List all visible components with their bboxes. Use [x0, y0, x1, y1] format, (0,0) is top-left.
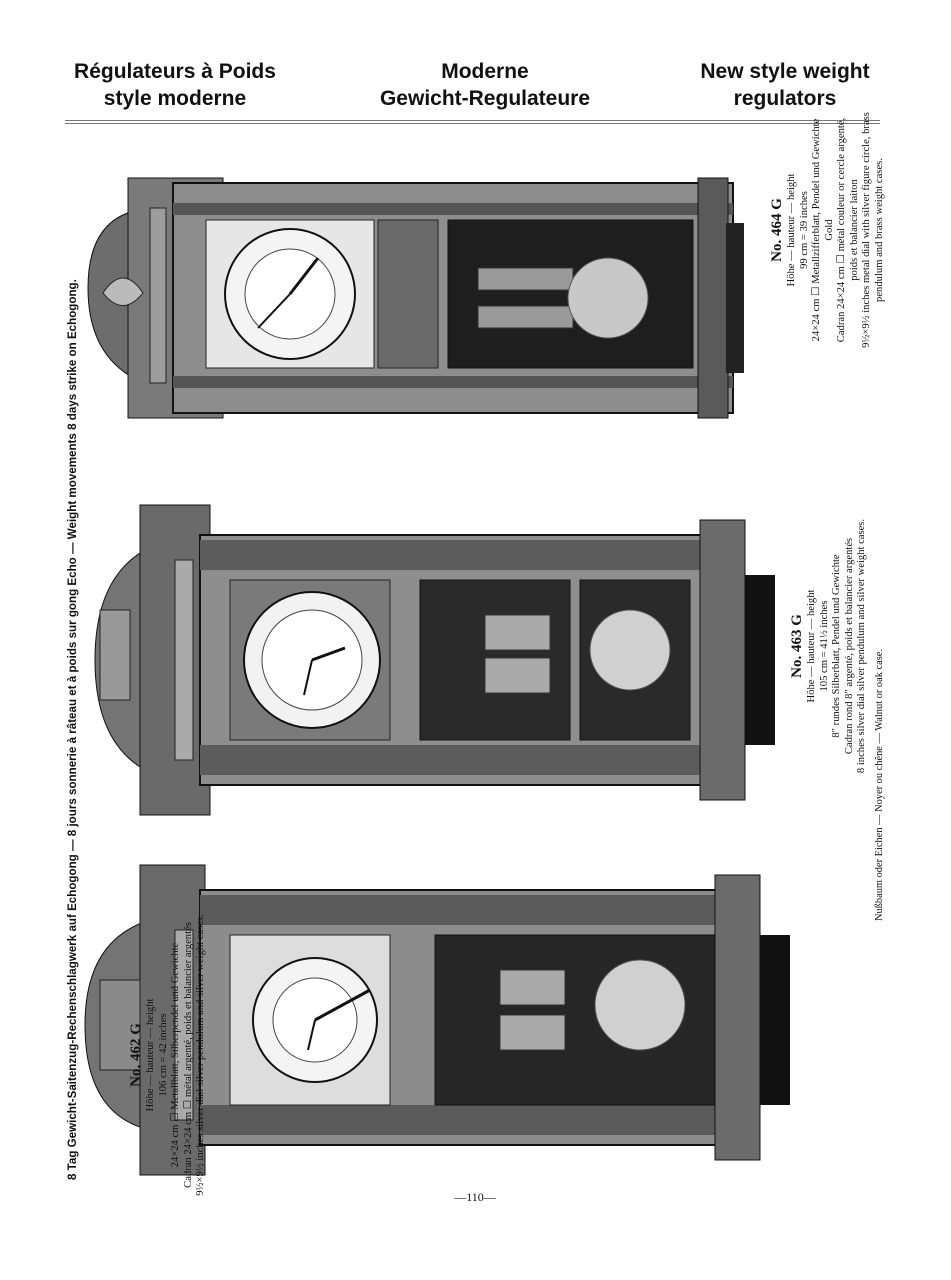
case-wood-note: Nußbaum oder Eichen — Noyer ou chêne — Walnut or oak case. — [874, 649, 885, 921]
caption-462-line: Höhe — hauteur — height — [145, 998, 156, 1112]
caption-464-line: 9½×9½ inches metal dial with silver figure circle, brass — [861, 112, 872, 348]
caption-464-line: 24×24 cm ☐ Metallzifferblatt, Pendel und Gewichte — [811, 118, 822, 342]
header-german-line-1: Moderne — [441, 60, 529, 83]
header-french-line-2: style moderne — [103, 87, 247, 110]
header-german-line-2: Gewicht-Regulateure — [379, 87, 591, 110]
caption-464-line: poids et balancier laiton — [848, 179, 860, 281]
caption-462-line: 106 cm = 42 inches — [157, 1013, 169, 1097]
caption-464-line: Gold — [823, 219, 835, 241]
caption-464-line: Höhe — hauteur — height — [786, 173, 797, 287]
caption-463-line: Cadran rond 8" argenté, poids et balancier argentés — [843, 537, 855, 755]
caption-463 — [788, 496, 869, 796]
caption-462-line: 24×24 cm ☐ Metallblatt, Silberpendel und Gewichte — [170, 942, 181, 1168]
header-french-line-1: Régulateurs à Poids — [74, 60, 276, 83]
caption-464-line: Cadran 24×24 cm ☐ métal couleur or cercle argenté, — [836, 117, 847, 343]
header-english-line-1: New style weight — [700, 60, 870, 83]
header-rule-top — [65, 120, 880, 121]
caption-462-line: Cadran 24×24 cm ☐ métal argenté, poids et balancier argentés — [182, 922, 194, 1188]
clock-463-illustration — [90, 500, 780, 820]
header-rule-bottom — [65, 123, 880, 124]
header-english-line-2: regulators — [733, 87, 837, 110]
caption-464-line: 99 cm = 39 inches — [798, 191, 810, 269]
model-462: No. 462 G — [128, 1023, 144, 1087]
caption-463-line: 8" rundes Silberblatt, Pendel und Gewichte — [831, 554, 842, 738]
caption-463-line: 105 cm = 41½ inches — [818, 600, 830, 692]
caption-462 — [127, 905, 208, 1205]
caption-463-line: Höhe — hauteur — height — [806, 589, 817, 703]
header-french — [50, 58, 300, 112]
header-german — [360, 58, 610, 112]
model-463: No. 463 G — [789, 614, 805, 678]
caption-464-line: pendulum and brass weight cases. — [873, 158, 885, 302]
model-464: No. 464 G — [769, 198, 785, 262]
clock-464-illustration — [78, 168, 748, 420]
caption-463-line: 8 inches silver dial silver pendulum and silver weight cases. — [856, 518, 867, 774]
caption-464 — [768, 90, 886, 370]
page-number: —110— — [454, 1190, 496, 1204]
side-description: 8 Tag Gewicht-Saitenzug-Rechenschlagwerk auf Echogong — 8 jours sonnerie à râteau et à poids sur gong Echo — Weight movements 8 days strike on Echogong. — [66, 279, 79, 1180]
caption-462-line: 9½×9½ inches silver dial silver pendulum and silver weight cases. — [195, 914, 206, 1196]
